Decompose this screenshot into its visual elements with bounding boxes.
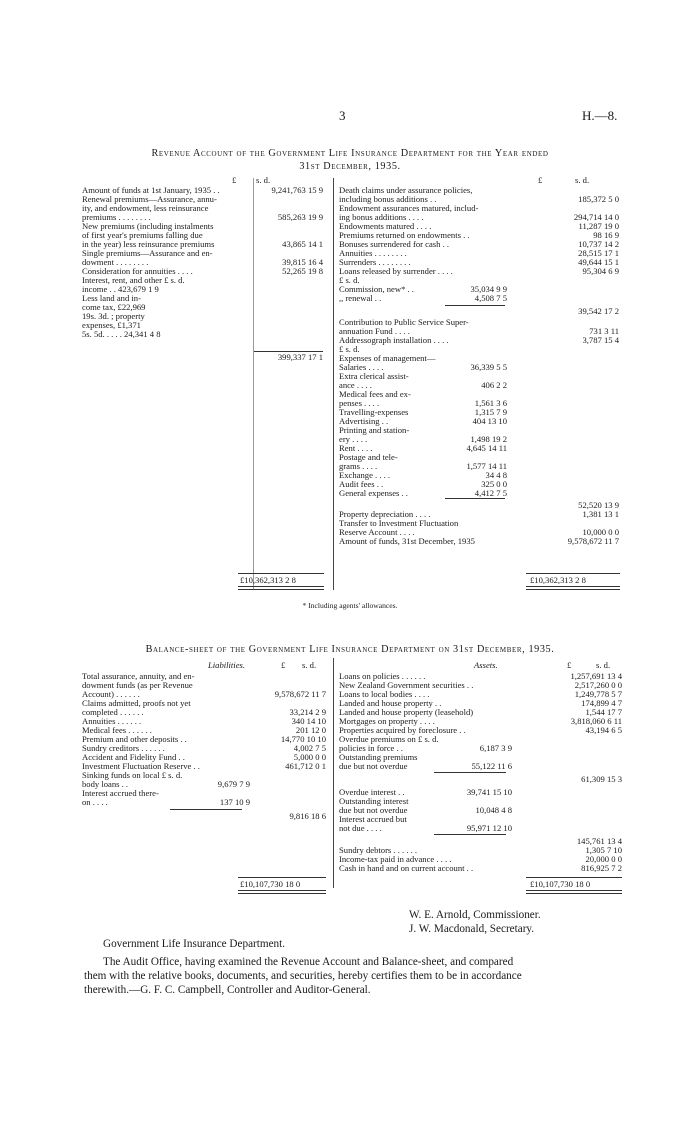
balance-right-label: policies in force . . — [339, 743, 403, 753]
revenue-right-label: Annuities . . . . . . . . — [339, 248, 407, 258]
revenue-right-label: Advertising . . — [339, 416, 389, 426]
revenue-right-label: Endowment assurances matured, includ- — [339, 203, 479, 213]
balance-right-row — [339, 774, 622, 784]
balance-left-amount: 461,712 0 1 — [285, 761, 326, 771]
revenue-right-label: Rent . . . . — [339, 443, 373, 453]
revenue-right-amount: 98 16 9 — [593, 230, 619, 240]
revenue-expenses-rule — [445, 498, 505, 499]
certificate-line2: them with the relative books, documents, and securities, hereby certifies them to be in accordance — [84, 970, 522, 982]
revenue-divider — [333, 178, 334, 590]
revenue-right-total: £10,362,313 2 8 — [530, 575, 586, 585]
balance-left-subamount: 9,679 7 9 — [217, 779, 250, 789]
balance-right-total: £10,107,730 18 0 — [530, 879, 591, 889]
revenue-right-label: Exchange . . . . — [339, 470, 391, 480]
balance-right-amount: 43,194 6 5 — [585, 725, 622, 735]
signature-commissioner: W. E. Arnold, Commissioner. — [409, 909, 541, 921]
certificate-line1: The Audit Office, having examined the Revenue Account and Balance-sheet, and compared — [103, 956, 514, 968]
revenue-left-label: Renewal premiums—Assurance, annu- — [82, 194, 217, 204]
revenue-right-subamount: 406 2 2 — [481, 380, 507, 390]
revenue-right-label: Commission, new* . . — [339, 284, 414, 294]
page-number: 3 — [339, 108, 346, 123]
balance-right-label: Outstanding interest — [339, 796, 409, 806]
balance-left-label: Interest accrued there- — [82, 788, 159, 798]
revenue-right-sd-head: s. d. — [575, 175, 590, 185]
balance-left-label: Annuities . . . . . . — [82, 716, 142, 726]
revenue-right-total-rule — [526, 573, 620, 574]
revenue-right-label: £ s. d. — [339, 275, 360, 285]
balance-right-total-rule — [526, 877, 622, 878]
balance-left-label: Account) . . . . . . — [82, 689, 140, 699]
revenue-right-label: Transfer to Investment Fluctuation — [339, 518, 459, 528]
signature-secretary: J. W. Macdonald, Secretary. — [409, 923, 535, 935]
balance-left-amount: 33,214 2 9 — [289, 707, 326, 717]
balance-left-label: Claims admitted, proofs not yet — [82, 698, 191, 708]
balance-left-amount: 5,000 0 0 — [293, 752, 326, 762]
certificate-line3: therewith.—G. F. C. Campbell, Controller and Auditor-General. — [84, 984, 371, 996]
revenue-left-amount: 43,865 14 1 — [282, 239, 323, 249]
revenue-right-subamount: 4,508 7 5 — [474, 293, 507, 303]
balance-right-amount: 2,517,260 0 0 — [574, 680, 622, 690]
revenue-left-amount: 52,265 19 8 — [282, 266, 323, 276]
revenue-left-total-rule — [238, 573, 324, 574]
revenue-left-amount: 399,337 17 1 — [277, 352, 323, 362]
revenue-right-pound-head: £ — [538, 175, 543, 185]
revenue-right-label: including bonus additions . . — [339, 194, 437, 204]
revenue-right-label: Contribution to Public Service Super- — [339, 317, 469, 327]
revenue-right-subamount: 35,034 9 9 — [470, 284, 507, 294]
revenue-left-label: expenses, £1,371 — [82, 320, 141, 330]
revenue-right-amount: 185,372 5 0 — [578, 194, 619, 204]
balance-right-label: Properties acquired by foreclosure . . — [339, 725, 466, 735]
revenue-right-label: annuation Fund . . . . — [339, 326, 410, 336]
revenue-right-label: Extra clerical assist- — [339, 371, 409, 381]
revenue-footnote: * Including agents' allowances. — [302, 601, 398, 610]
balance-sinking-rule — [170, 809, 242, 810]
revenue-right-subamount: 4,645 14 11 — [466, 443, 507, 453]
revenue-title-line1: Revenue Account of the Government Life Insurance Department for the Year ended — [151, 148, 549, 159]
revenue-left-row — [82, 352, 322, 362]
balance-right-label: Mortgages on property . . . . — [339, 716, 435, 726]
revenue-right-row — [339, 488, 619, 498]
revenue-right-label: Endowments matured . . . . — [339, 221, 432, 231]
revenue-left-label: dowment . . . . . . . . — [82, 257, 149, 267]
balance-left-sd-head: s. d. — [302, 660, 317, 670]
balance-left-amount: 9,816 18 6 — [289, 811, 326, 821]
revenue-right-subamount: 1,561 3 6 — [474, 398, 507, 408]
balance-right-label: due but not overdue — [339, 805, 408, 815]
revenue-right-amount: 11,287 19 0 — [578, 221, 619, 231]
revenue-right-amount: 10,737 14 2 — [578, 239, 619, 249]
balance-title: Balance-sheet of the Government Life Insurance Department on 31st December, 1935. — [145, 644, 555, 655]
revenue-right-amount: 95,304 6 9 — [582, 266, 619, 276]
balance-right-total-double-rule — [526, 890, 622, 894]
revenue-right-label: Medical fees and ex- — [339, 389, 411, 399]
revenue-right-row — [339, 536, 619, 546]
balance-left-label: Accident and Fidelity Fund . . — [82, 752, 185, 762]
balance-left-amount: 340 14 10 — [291, 716, 326, 726]
balance-right-row — [339, 761, 622, 771]
revenue-left-sd-head: s. d. — [256, 175, 271, 185]
balance-left-label: Medical fees . . . . . . — [82, 725, 152, 735]
revenue-right-subamount: 1,315 7 9 — [474, 407, 507, 417]
revenue-left-pound-head: £ — [232, 175, 237, 185]
revenue-right-label: ery . . . . — [339, 434, 368, 444]
revenue-right-amount: 52,520 13 9 — [578, 500, 619, 510]
balance-left-label: Premium and other deposits . . — [82, 734, 187, 744]
revenue-left-money-line — [253, 178, 254, 590]
balance-right-amount: 20,000 0 0 — [585, 854, 622, 864]
revenue-right-label: ance . . . . — [339, 380, 372, 390]
revenue-left-label: in the year) less reinsurance premiums — [82, 239, 215, 249]
balance-left-amount: 201 12 0 — [295, 725, 326, 735]
revenue-left-amount: 39,815 16 4 — [282, 257, 323, 267]
balance-left-row — [82, 811, 326, 821]
balance-right-pound-head: £ — [567, 660, 572, 670]
balance-right-amount: 1,249,778 5 7 — [574, 689, 622, 699]
revenue-right-amount: 1,381 13 1 — [582, 509, 619, 519]
revenue-right-amount: 10,000 0 0 — [582, 527, 619, 537]
revenue-left-label: 5s. 5d. . . . . 24,341 4 8 — [82, 329, 161, 339]
revenue-right-subamount: 34 4 8 — [485, 470, 507, 480]
balance-right-label: Sundry debtors . . . . . . — [339, 845, 418, 855]
balance-right-amount: 1,544 17 7 — [585, 707, 622, 717]
balance-right-subamount: 95,971 12 10 — [466, 823, 512, 833]
balance-right-amount: 3,818,060 6 11 — [570, 716, 622, 726]
balance-left-label: Investment Fluctuation Reserve . . — [82, 761, 200, 771]
revenue-right-label: Reserve Account . . . . — [339, 527, 415, 537]
balance-right-amount: 174,899 4 7 — [581, 698, 622, 708]
revenue-right-subamount: 325 0 0 — [481, 479, 507, 489]
revenue-left-label: New premiums (including instalments — [82, 221, 214, 231]
revenue-left-label: premiums . . . . . . . . — [82, 212, 151, 222]
revenue-right-label: ,, renewal . . — [339, 293, 382, 303]
revenue-right-label: Audit fees . . — [339, 479, 384, 489]
revenue-right-amount: 294,714 14 0 — [573, 212, 619, 222]
balance-right-label: Loans to local bodies . . . . — [339, 689, 430, 699]
revenue-left-row — [82, 329, 322, 339]
department-name: Government Life Insurance Department. — [103, 938, 286, 950]
revenue-right-label: Surrenders . . . . . . . . — [339, 257, 411, 267]
revenue-right-label: Salaries . . . . — [339, 362, 384, 372]
revenue-right-amount: 28,515 17 1 — [578, 248, 619, 258]
revenue-left-label: of first year's premiums falling due — [82, 230, 203, 240]
revenue-left-label: Less land and in- — [82, 293, 141, 303]
revenue-right-amount: 39,542 17 2 — [578, 306, 619, 316]
balance-right-amount: 61,309 15 3 — [581, 774, 622, 784]
balance-right-label: due but not overdue — [339, 761, 408, 771]
balance-right-subamount: 39,741 15 10 — [466, 787, 512, 797]
revenue-left-total-double-rule — [238, 586, 324, 590]
revenue-right-label: Loans released by surrender . . . . — [339, 266, 453, 276]
revenue-left-label: 19s. 3d. ; property — [82, 311, 145, 321]
balance-right-row — [339, 863, 622, 873]
balance-left-pound-head: £ — [281, 660, 286, 670]
revenue-right-amount: 3,787 15 4 — [582, 335, 619, 345]
revenue-left-amount: 9,241,763 15 9 — [271, 185, 323, 195]
revenue-right-row — [339, 306, 619, 316]
balance-left-amount: 9,578,672 11 7 — [274, 689, 326, 699]
balance-right-label: Landed and house property . . — [339, 698, 442, 708]
revenue-right-label: Property depreciation . . . . — [339, 509, 431, 519]
revenue-right-row — [339, 293, 619, 303]
revenue-left-label: Consideration for annuities . . . . — [82, 266, 193, 276]
balance-left-label: body loans . . — [82, 779, 129, 789]
balance-left-subamount: 137 10 9 — [219, 797, 250, 807]
balance-right-amount: 1,257,691 13 4 — [570, 671, 622, 681]
revenue-commission-rule — [445, 305, 505, 306]
balance-left-label: dowment funds (as per Revenue — [82, 680, 193, 690]
revenue-left-label: come tax, £22,969 — [82, 302, 146, 312]
balance-right-amount: 1,305 7 10 — [585, 845, 622, 855]
revenue-left-label: Amount of funds at 1st January, 1935 . . — [82, 185, 220, 195]
assets-label: Assets. — [474, 660, 498, 670]
revenue-right-label: Death claims under assurance policies, — [339, 185, 473, 195]
balance-divider — [333, 658, 334, 888]
revenue-right-subamount: 404 13 10 — [472, 416, 507, 426]
revenue-right-label: penses . . . . — [339, 398, 380, 408]
revenue-left-total: £10,362,313 2 8 — [240, 575, 296, 585]
revenue-right-total-double-rule — [526, 586, 620, 590]
revenue-right-subamount: 36,339 5 5 — [470, 362, 507, 372]
revenue-left-subtotal-rule — [253, 351, 323, 352]
revenue-right-label: ing bonus additions . . . . — [339, 212, 424, 222]
balance-right-subamount: 6,187 3 9 — [479, 743, 512, 753]
revenue-right-amount: 731 3 11 — [589, 326, 619, 336]
revenue-title-line2: 31st December, 1935. — [299, 161, 401, 172]
balance-right-amount: 145,761 13 4 — [576, 836, 622, 846]
revenue-right-label: Addressograph installation . . . . — [339, 335, 449, 345]
revenue-right-subamount: 1,498 19 2 — [470, 434, 507, 444]
balance-right-label: not due . . . . — [339, 823, 382, 833]
revenue-right-subamount: 4,412 7 5 — [474, 488, 507, 498]
balance-right-label: Landed and house property (leasehold) — [339, 707, 474, 717]
revenue-left-label: Interest, rent, and other £ s. d. — [82, 275, 185, 285]
document-reference: H.—8. — [582, 108, 618, 123]
balance-right-label: Income-tax paid in advance . . . . — [339, 854, 452, 864]
balance-left-label: on . . . . — [82, 797, 108, 807]
balance-left-label: Sundry creditors . . . . . . — [82, 743, 165, 753]
revenue-right-amount: 49,644 15 1 — [578, 257, 619, 267]
balance-left-amount: 14,770 10 10 — [280, 734, 326, 744]
revenue-right-label: Travelling-expenses — [339, 407, 409, 417]
revenue-right-label: General expenses . . — [339, 488, 408, 498]
balance-right-label: Interest accrued but — [339, 814, 407, 824]
balance-right-label: New Zealand Government securities . . — [339, 680, 474, 690]
balance-right-subamount: 55,122 11 6 — [471, 761, 512, 771]
balance-right-label: Overdue premiums on £ s. d. — [339, 734, 439, 744]
balance-left-total-double-rule — [238, 890, 326, 894]
balance-left-total: £10,107,730 18 0 — [240, 879, 301, 889]
balance-right-label: Outstanding premiums — [339, 752, 418, 762]
balance-right-amount: 816,925 7 2 — [581, 863, 622, 873]
revenue-right-label: Printing and station- — [339, 425, 410, 435]
revenue-right-label: £ s. d. — [339, 344, 360, 354]
revenue-left-label: Single premiums—Assurance and en- — [82, 248, 213, 258]
revenue-right-label: Premiums returned on endowments . . — [339, 230, 470, 240]
revenue-left-amount: 585,263 19 9 — [277, 212, 323, 222]
revenue-right-label: Amount of funds, 31st December, 1935 — [339, 536, 475, 546]
revenue-right-amount: 9,578,672 11 7 — [567, 536, 619, 546]
balance-left-label: Sinking funds on local £ s. d. — [82, 770, 183, 780]
balance-premiums-rule — [434, 772, 506, 773]
balance-left-total-rule — [238, 877, 326, 878]
revenue-left-label: ity, and endowment, less reinsurance — [82, 203, 209, 213]
revenue-right-subamount: 1,577 14 11 — [466, 461, 507, 471]
balance-left-label: completed . . . . . . — [82, 707, 144, 717]
balance-left-label: Total assurance, annuity, and en- — [82, 671, 195, 681]
balance-left-row — [82, 797, 326, 807]
balance-right-label: Cash in hand and on current account . . — [339, 863, 474, 873]
liabilities-label: Liabilities. — [208, 660, 246, 670]
revenue-left-label: income . . 423,679 1 9 — [82, 284, 159, 294]
revenue-right-label: Postage and tele- — [339, 452, 398, 462]
revenue-right-label: grams . . . . — [339, 461, 378, 471]
balance-right-label: Overdue interest . . — [339, 787, 405, 797]
balance-right-sd-head: s. d. — [596, 660, 611, 670]
balance-right-row — [339, 823, 622, 833]
revenue-right-label: Bonuses surrendered for cash . . — [339, 239, 450, 249]
balance-right-label: Loans on policies . . . . . . — [339, 671, 426, 681]
revenue-right-label: Expenses of management— — [339, 353, 436, 363]
balance-right-subamount: 10,048 4 8 — [475, 805, 512, 815]
balance-left-amount: 4,002 7 5 — [293, 743, 326, 753]
balance-interest-rule — [434, 834, 506, 835]
